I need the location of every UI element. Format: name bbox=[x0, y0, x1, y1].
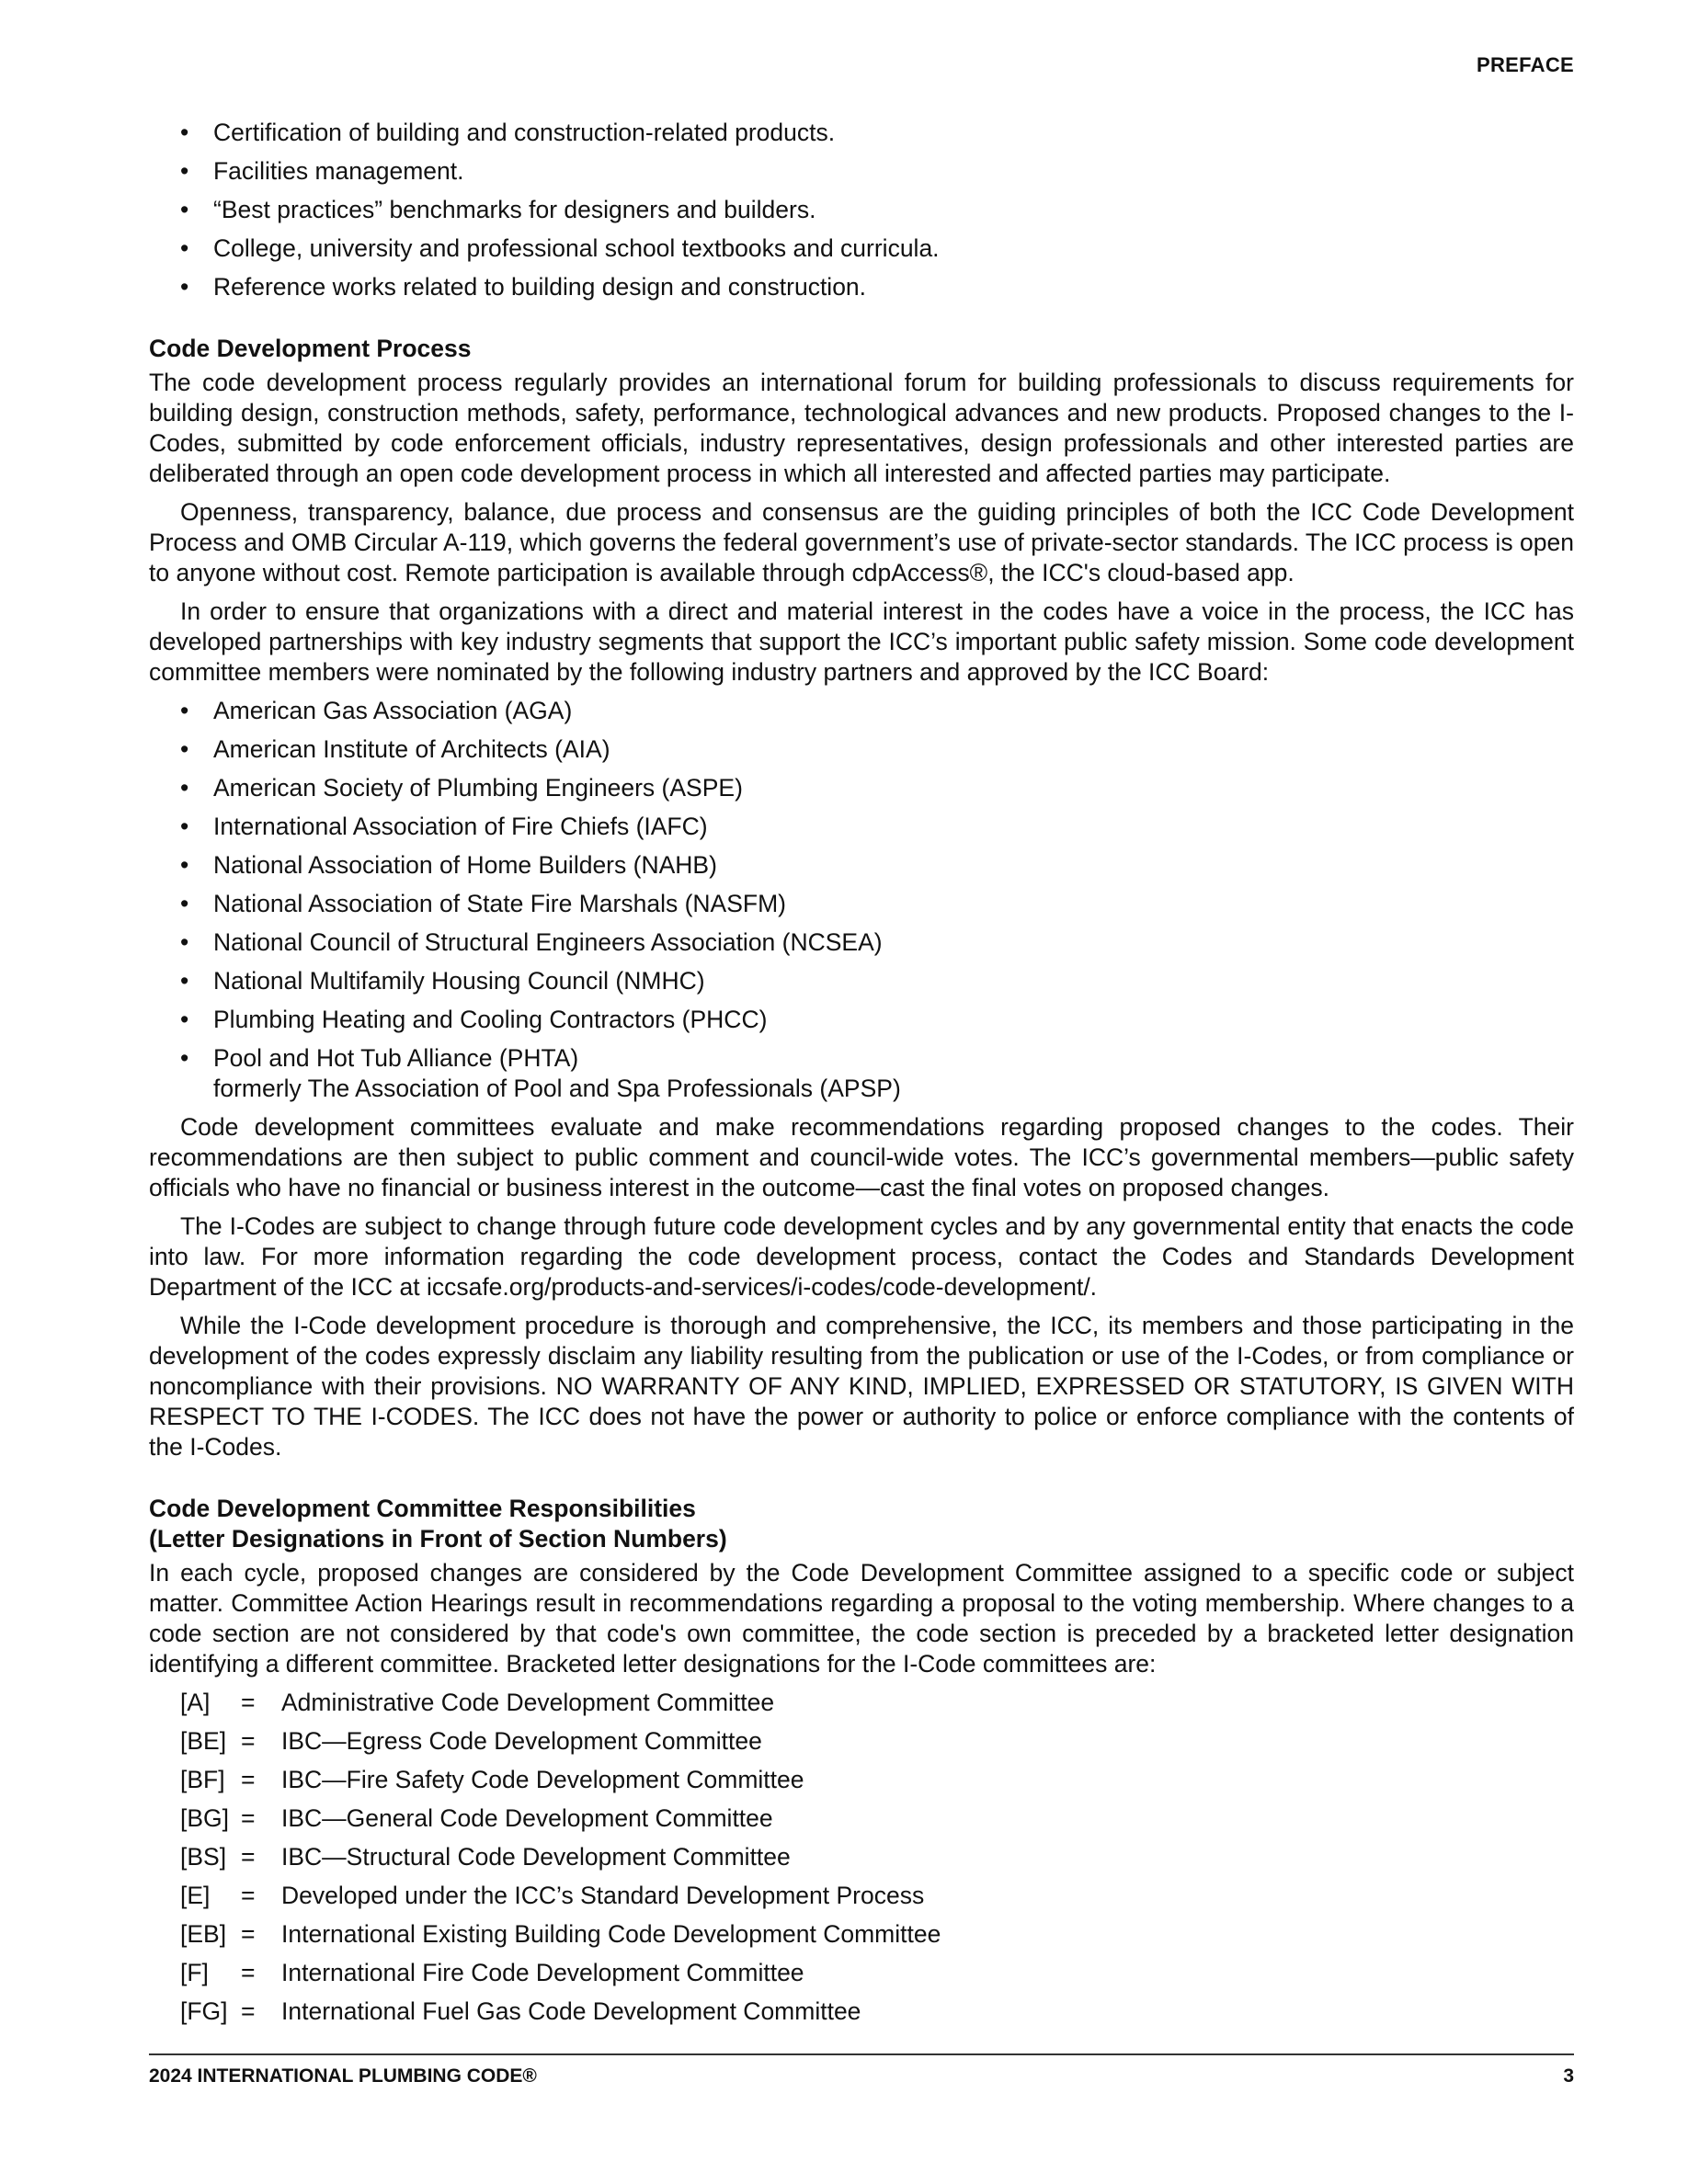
list-item bbox=[149, 1043, 1574, 1104]
table-row bbox=[180, 1688, 941, 1726]
paragraph: The code development process regularly provides an international forum for building professionals to discuss requirements for building design, construction methods, safety, performance, technological advances and new products. Proposed changes to the I-Codes, submitted by code enforcement officials, industry representatives, design professionals and other interested parties are deliberated through an open code development process in which all interested and affected parties may participate. bbox=[149, 369, 1574, 487]
paragraph: Openness, transparency, balance, due process and consensus are the guiding principles of both the ICC Code Development Process and OMB Circular A-119, which governs the federal government’s use of private-sector standards. The ICC process is open to anyone without cost. Remote participation is available through cdpAccess®, the ICC's cloud-based app. bbox=[149, 498, 1574, 586]
designation-code: [A] bbox=[180, 1689, 211, 1716]
list-item: • American Institute of Architects (AIA) bbox=[149, 734, 1574, 765]
section-heading-committee: Code Development Committee Responsibilities bbox=[149, 1495, 696, 1522]
partner-name: • Pool and Hot Tub Alliance (PHTA) bbox=[213, 1044, 579, 1072]
designation-name: IBC—Egress Code Development Committee bbox=[281, 1727, 762, 1755]
running-head: PREFACE bbox=[1476, 53, 1574, 76]
designation-code: [BG] bbox=[180, 1804, 230, 1832]
list-item: • Reference works related to building design and construction. bbox=[149, 272, 1574, 302]
designation-code: [E] bbox=[180, 1882, 211, 1909]
equals-sign: = bbox=[241, 1843, 256, 1871]
table-row bbox=[180, 1765, 941, 1803]
list-item: • Facilities management. bbox=[149, 156, 1574, 187]
table-row bbox=[180, 1842, 941, 1881]
table-row bbox=[180, 1803, 941, 1842]
designation-name: IBC—General Code Development Committee bbox=[281, 1804, 773, 1832]
list-item: • National Multifamily Housing Council (NMHC) bbox=[149, 966, 1574, 996]
equals-sign: = bbox=[241, 1997, 256, 2025]
paragraph: In order to ensure that organizations with a direct and material interest in the codes have a voice in the process, the ICC has developed partnerships with key industry segments that support the ICC’s important public safety mission. Some code development committee members were nominated by the following industry partners and approved by the ICC Board: bbox=[149, 597, 1574, 686]
designation-name: IBC—Structural Code Development Committee bbox=[281, 1843, 791, 1871]
equals-sign: = bbox=[241, 1882, 256, 1909]
list-item: • College, university and professional school textbooks and curricula. bbox=[149, 233, 1574, 264]
footer-divider bbox=[149, 2053, 1574, 2055]
equals-sign: = bbox=[241, 1959, 256, 1986]
list-item: • National Association of State Fire Marshals (NASFM) bbox=[149, 889, 1574, 919]
designation-code: [BS] bbox=[180, 1843, 227, 1871]
footer-book-title: 2024 INTERNATIONAL PLUMBING CODE® bbox=[149, 2065, 537, 2087]
paragraph: The I-Codes are subject to change through future code development cycles and by any governmental entity that enacts the code into law. For more information regarding the code development process, contact the Codes and Standards Development Department of the ICC at iccsafe.org/products-and-services/i-codes/code-development/. bbox=[149, 1212, 1574, 1301]
equals-sign: = bbox=[241, 1689, 256, 1716]
section-heading-code-development: Code Development Process bbox=[149, 335, 472, 362]
paragraph: While the I-Code development procedure is thorough and comprehensive, the ICC, its members and those participating in the development of the codes expressly disclaim any liability resulting from the publication or use of the I-Codes, or from compliance or noncompliance with their provisions. NO WARRANTY OF ANY KIND, IMPLIED, EXPRESSED OR STATUTORY, IS GIVEN WITH RESPECT TO THE I-CODES. The ICC does not have the power or authority to police or enforce compliance with the contents of the I-Codes. bbox=[149, 1312, 1574, 1461]
intro-bullet-list bbox=[149, 118, 1574, 302]
designation-name: Administrative Code Development Committee bbox=[281, 1689, 775, 1716]
designation-name: International Existing Building Code Development Committee bbox=[281, 1920, 941, 1948]
table-row bbox=[180, 1919, 941, 1958]
list-item: • Plumbing Heating and Cooling Contractors (PHCC) bbox=[149, 1005, 1574, 1035]
equals-sign: = bbox=[241, 1727, 256, 1755]
designation-code: [F] bbox=[180, 1959, 209, 1986]
paragraph: In each cycle, proposed changes are considered by the Code Development Committee assigned to a specific code or subject matter. Committee Action Hearings result in recommendations regarding a proposal to the voting membership. Where changes to a code section are not considered by that code's own committee, the code section is preceded by a bracketed letter designation identifying a different committee. Bracketed letter designations for the I-Code committees are: bbox=[149, 1559, 1574, 1678]
section-subheading-committee: (Letter Designations in Front of Section Numbers) bbox=[149, 1525, 727, 1553]
designation-name: International Fire Code Development Committee bbox=[281, 1959, 804, 1986]
designation-code: [FG] bbox=[180, 1997, 228, 2025]
partner-list bbox=[149, 696, 1574, 1104]
table-row bbox=[180, 1726, 941, 1765]
equals-sign: = bbox=[241, 1920, 256, 1948]
page-content bbox=[149, 118, 1574, 2035]
designation-code: [BF] bbox=[180, 1766, 225, 1793]
table-row bbox=[180, 1958, 941, 1996]
designation-table bbox=[180, 1688, 941, 2035]
list-item: • Certification of building and construction-related products. bbox=[149, 118, 1574, 148]
page-number: 3 bbox=[1563, 2065, 1574, 2087]
designation-name: IBC—Fire Safety Code Development Committee bbox=[281, 1766, 804, 1793]
list-item: • American Society of Plumbing Engineers (ASPE) bbox=[149, 773, 1574, 803]
list-item: • National Association of Home Builders (NAHB) bbox=[149, 850, 1574, 881]
equals-sign: = bbox=[241, 1804, 256, 1832]
list-item: • National Council of Structural Engineers Association (NCSEA) bbox=[149, 927, 1574, 958]
paragraph: Code development committees evaluate and make recommendations regarding proposed changes to the codes. Their recommendations are then subject to public comment and council-wide votes. The ICC’s governmental members—public safety officials who have no financial or business interest in the outcome—cast the final votes on proposed changes. bbox=[149, 1113, 1574, 1201]
list-item: • American Gas Association (AGA) bbox=[149, 696, 1574, 726]
partner-note: formerly The Association of Pool and Spa Professionals (APSP) bbox=[213, 1075, 901, 1102]
designation-name: International Fuel Gas Code Development Committee bbox=[281, 1997, 861, 2025]
designation-code: [EB] bbox=[180, 1920, 227, 1948]
list-item: • International Association of Fire Chiefs (IAFC) bbox=[149, 812, 1574, 842]
list-item: • “Best practices” benchmarks for designers and builders. bbox=[149, 195, 1574, 225]
designation-code: [BE] bbox=[180, 1727, 227, 1755]
table-row bbox=[180, 1996, 941, 2035]
equals-sign: = bbox=[241, 1766, 256, 1793]
designation-name: Developed under the ICC’s Standard Development Process bbox=[281, 1882, 925, 1909]
table-row bbox=[180, 1881, 941, 1919]
